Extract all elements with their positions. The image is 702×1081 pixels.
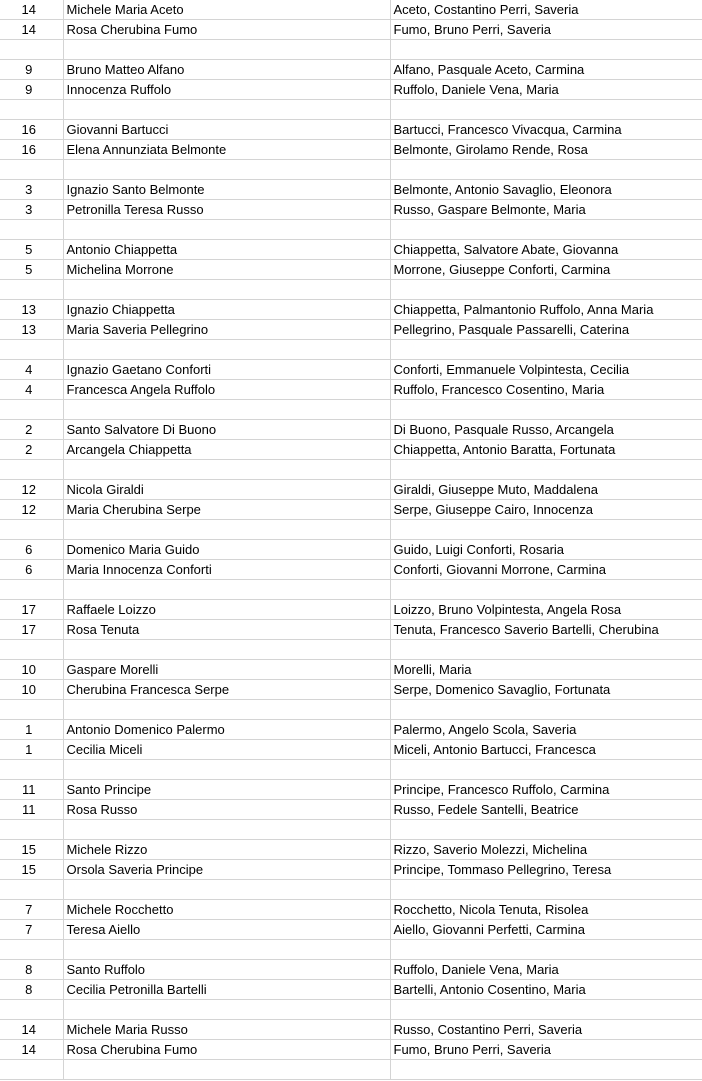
person-name-cell[interactable]: Raffaele Loizzo — [63, 600, 390, 620]
parents-cell[interactable]: Russo, Fedele Santelli, Beatrice — [390, 800, 702, 820]
table-row — [0, 780, 702, 800]
parents-cell[interactable]: Conforti, Giovanni Morrone, Carmina — [390, 560, 702, 580]
empty-cell[interactable] — [390, 520, 702, 540]
empty-cell[interactable] — [63, 340, 390, 360]
empty-cell[interactable] — [390, 880, 702, 900]
empty-cell[interactable] — [0, 460, 63, 480]
person-name-cell[interactable]: Michele Maria Russo — [63, 1020, 390, 1040]
empty-cell[interactable] — [63, 220, 390, 240]
empty-cell[interactable] — [390, 580, 702, 600]
table-row — [0, 180, 702, 200]
empty-row — [0, 1000, 702, 1020]
empty-cell[interactable] — [390, 280, 702, 300]
empty-cell[interactable] — [63, 280, 390, 300]
empty-cell[interactable] — [0, 700, 63, 720]
table-row — [0, 1020, 702, 1040]
empty-cell[interactable] — [63, 1000, 390, 1020]
row-number-cell[interactable]: 7 — [0, 900, 63, 920]
person-name-cell[interactable]: Michele Rocchetto — [63, 900, 390, 920]
person-name-cell[interactable]: Ignazio Chiappetta — [63, 300, 390, 320]
person-name-cell[interactable]: Francesca Angela Ruffolo — [63, 380, 390, 400]
empty-row — [0, 1060, 702, 1080]
table-row — [0, 600, 702, 620]
empty-cell[interactable] — [390, 160, 702, 180]
empty-cell[interactable] — [0, 640, 63, 660]
table-row — [0, 480, 702, 500]
person-name-cell[interactable]: Gaspare Morelli — [63, 660, 390, 680]
empty-row — [0, 580, 702, 600]
table-row — [0, 80, 702, 100]
person-name-cell[interactable]: Antonio Chiappetta — [63, 240, 390, 260]
empty-cell[interactable] — [0, 40, 63, 60]
empty-cell[interactable] — [390, 700, 702, 720]
empty-cell[interactable] — [63, 760, 390, 780]
table-row — [0, 560, 702, 580]
parents-cell[interactable]: Belmonte, Antonio Savaglio, Eleonora — [390, 180, 702, 200]
empty-cell[interactable] — [0, 820, 63, 840]
table-row — [0, 960, 702, 980]
empty-cell[interactable] — [0, 880, 63, 900]
empty-row — [0, 520, 702, 540]
parents-cell[interactable]: Serpe, Domenico Savaglio, Fortunata — [390, 680, 702, 700]
table-row — [0, 320, 702, 340]
row-number-cell[interactable]: 5 — [0, 260, 63, 280]
parents-cell[interactable]: Ruffolo, Francesco Cosentino, Maria — [390, 380, 702, 400]
empty-cell[interactable] — [390, 760, 702, 780]
table-row — [0, 20, 702, 40]
row-number-cell[interactable]: 12 — [0, 480, 63, 500]
table-row — [0, 840, 702, 860]
empty-cell[interactable] — [0, 1060, 63, 1080]
empty-row — [0, 340, 702, 360]
row-number-cell[interactable]: 14 — [0, 1040, 63, 1060]
empty-cell[interactable] — [63, 700, 390, 720]
person-name-cell[interactable]: Cecilia Miceli — [63, 740, 390, 760]
table-row — [0, 800, 702, 820]
row-number-cell[interactable]: 15 — [0, 860, 63, 880]
parents-cell[interactable]: Bartelli, Antonio Cosentino, Maria — [390, 980, 702, 1000]
person-name-cell[interactable]: Teresa Aiello — [63, 920, 390, 940]
row-number-cell[interactable]: 16 — [0, 140, 63, 160]
parents-cell[interactable]: Principe, Tommaso Pellegrino, Teresa — [390, 860, 702, 880]
parents-cell[interactable]: Di Buono, Pasquale Russo, Arcangela — [390, 420, 702, 440]
table-row — [0, 200, 702, 220]
person-name-cell[interactable]: Arcangela Chiappetta — [63, 440, 390, 460]
table-row — [0, 420, 702, 440]
empty-cell[interactable] — [0, 340, 63, 360]
person-name-cell[interactable]: Maria Innocenza Conforti — [63, 560, 390, 580]
row-number-cell[interactable]: 6 — [0, 540, 63, 560]
empty-cell[interactable] — [0, 220, 63, 240]
empty-cell[interactable] — [0, 160, 63, 180]
row-number-cell[interactable]: 1 — [0, 740, 63, 760]
parents-cell[interactable]: Morrone, Giuseppe Conforti, Carmina — [390, 260, 702, 280]
parents-cell[interactable]: Chiappetta, Palmantonio Ruffolo, Anna Maria — [390, 300, 702, 320]
table-row — [0, 60, 702, 80]
table-row — [0, 980, 702, 1000]
empty-cell[interactable] — [390, 40, 702, 60]
empty-row — [0, 940, 702, 960]
empty-cell[interactable] — [390, 940, 702, 960]
row-number-cell[interactable]: 2 — [0, 440, 63, 460]
empty-cell[interactable] — [63, 460, 390, 480]
parents-cell[interactable]: Alfano, Pasquale Aceto, Carmina — [390, 60, 702, 80]
row-number-cell[interactable]: 13 — [0, 300, 63, 320]
empty-row — [0, 400, 702, 420]
row-number-cell[interactable]: 5 — [0, 240, 63, 260]
empty-cell[interactable] — [390, 340, 702, 360]
row-number-cell[interactable]: 11 — [0, 800, 63, 820]
empty-row — [0, 460, 702, 480]
person-name-cell[interactable]: Cherubina Francesca Serpe — [63, 680, 390, 700]
table-row — [0, 900, 702, 920]
empty-cell[interactable] — [63, 400, 390, 420]
row-number-cell[interactable]: 16 — [0, 120, 63, 140]
empty-cell[interactable] — [0, 400, 63, 420]
parents-cell[interactable]: Loizzo, Bruno Volpintesta, Angela Rosa — [390, 600, 702, 620]
row-number-cell[interactable]: 4 — [0, 360, 63, 380]
row-number-cell[interactable]: 8 — [0, 980, 63, 1000]
row-number-cell[interactable]: 3 — [0, 200, 63, 220]
empty-cell[interactable] — [390, 820, 702, 840]
parents-cell[interactable]: Chiappetta, Antonio Baratta, Fortunata — [390, 440, 702, 460]
person-name-cell[interactable]: Antonio Domenico Palermo — [63, 720, 390, 740]
parents-cell[interactable]: Fumo, Bruno Perri, Saveria — [390, 20, 702, 40]
empty-cell[interactable] — [63, 160, 390, 180]
person-name-cell[interactable]: Innocenza Ruffolo — [63, 80, 390, 100]
empty-row — [0, 880, 702, 900]
row-number-cell[interactable]: 13 — [0, 320, 63, 340]
row-number-cell[interactable]: 4 — [0, 380, 63, 400]
table-row — [0, 540, 702, 560]
row-number-cell[interactable]: 10 — [0, 660, 63, 680]
parents-cell[interactable]: Guido, Luigi Conforti, Rosaria — [390, 540, 702, 560]
row-number-cell[interactable]: 1 — [0, 720, 63, 740]
table-row — [0, 920, 702, 940]
empty-cell[interactable] — [0, 280, 63, 300]
empty-cell[interactable] — [0, 580, 63, 600]
table-row — [0, 660, 702, 680]
person-name-cell[interactable]: Santo Ruffolo — [63, 960, 390, 980]
empty-cell[interactable] — [63, 880, 390, 900]
row-number-cell[interactable]: 17 — [0, 620, 63, 640]
empty-cell[interactable] — [63, 580, 390, 600]
person-name-cell[interactable]: Orsola Saveria Principe — [63, 860, 390, 880]
parents-cell[interactable]: Ruffolo, Daniele Vena, Maria — [390, 80, 702, 100]
table-row — [0, 360, 702, 380]
parents-cell[interactable]: Palermo, Angelo Scola, Saveria — [390, 720, 702, 740]
table-row — [0, 740, 702, 760]
parents-cell[interactable]: Miceli, Antonio Bartucci, Francesca — [390, 740, 702, 760]
parents-cell[interactable]: Aceto, Costantino Perri, Saveria — [390, 0, 702, 20]
row-number-cell[interactable]: 11 — [0, 780, 63, 800]
person-name-cell[interactable]: Maria Cherubina Serpe — [63, 500, 390, 520]
row-number-cell[interactable]: 9 — [0, 80, 63, 100]
person-name-cell[interactable]: Maria Saveria Pellegrino — [63, 320, 390, 340]
empty-cell[interactable] — [0, 1000, 63, 1020]
row-number-cell[interactable]: 3 — [0, 180, 63, 200]
parents-cell[interactable]: Chiappetta, Salvatore Abate, Giovanna — [390, 240, 702, 260]
parents-cell[interactable]: Morelli, Maria — [390, 660, 702, 680]
person-name-cell[interactable]: Cecilia Petronilla Bartelli — [63, 980, 390, 1000]
person-name-cell[interactable]: Michele Maria Aceto — [63, 0, 390, 20]
table-row — [0, 240, 702, 260]
empty-row — [0, 40, 702, 60]
row-number-cell[interactable]: 15 — [0, 840, 63, 860]
empty-row — [0, 700, 702, 720]
person-name-cell[interactable]: Rosa Cherubina Fumo — [63, 1040, 390, 1060]
parents-cell[interactable]: Rizzo, Saverio Molezzi, Michelina — [390, 840, 702, 860]
empty-cell[interactable] — [63, 820, 390, 840]
person-name-cell[interactable]: Rosa Tenuta — [63, 620, 390, 640]
person-name-cell[interactable]: Giovanni Bartucci — [63, 120, 390, 140]
empty-cell[interactable] — [63, 100, 390, 120]
parents-cell[interactable]: Rocchetto, Nicola Tenuta, Risolea — [390, 900, 702, 920]
empty-row — [0, 220, 702, 240]
parents-cell[interactable]: Belmonte, Girolamo Rende, Rosa — [390, 140, 702, 160]
table-row — [0, 1040, 702, 1060]
parents-cell[interactable]: Fumo, Bruno Perri, Saveria — [390, 1040, 702, 1060]
row-number-cell[interactable]: 12 — [0, 500, 63, 520]
table-row — [0, 440, 702, 460]
table-row — [0, 500, 702, 520]
person-name-cell[interactable]: Rosa Russo — [63, 800, 390, 820]
parents-cell[interactable]: Giraldi, Giuseppe Muto, Maddalena — [390, 480, 702, 500]
row-number-cell[interactable]: 2 — [0, 420, 63, 440]
row-number-cell[interactable]: 9 — [0, 60, 63, 80]
table-row — [0, 620, 702, 640]
person-name-cell[interactable]: Michelina Morrone — [63, 260, 390, 280]
empty-row — [0, 820, 702, 840]
empty-cell[interactable] — [390, 400, 702, 420]
empty-row — [0, 160, 702, 180]
empty-cell[interactable] — [63, 940, 390, 960]
person-name-cell[interactable]: Elena Annunziata Belmonte — [63, 140, 390, 160]
table-row — [0, 140, 702, 160]
table-row — [0, 0, 702, 20]
empty-cell[interactable] — [63, 520, 390, 540]
parents-cell[interactable]: Conforti, Emmanuele Volpintesta, Cecilia — [390, 360, 702, 380]
empty-cell[interactable] — [0, 100, 63, 120]
empty-cell[interactable] — [63, 1060, 390, 1080]
parents-cell[interactable]: Pellegrino, Pasquale Passarelli, Caterina — [390, 320, 702, 340]
person-name-cell[interactable]: Bruno Matteo Alfano — [63, 60, 390, 80]
empty-cell[interactable] — [0, 760, 63, 780]
empty-row — [0, 760, 702, 780]
parents-cell[interactable]: Principe, Francesco Ruffolo, Carmina — [390, 780, 702, 800]
table-row — [0, 720, 702, 740]
parents-cell[interactable]: Tenuta, Francesco Saverio Bartelli, Cherubina — [390, 620, 702, 640]
empty-row — [0, 100, 702, 120]
person-name-cell[interactable]: Santo Salvatore Di Buono — [63, 420, 390, 440]
person-name-cell[interactable]: Ignazio Santo Belmonte — [63, 180, 390, 200]
person-name-cell[interactable]: Michele Rizzo — [63, 840, 390, 860]
table-row — [0, 120, 702, 140]
empty-cell[interactable] — [63, 640, 390, 660]
row-number-cell[interactable]: 6 — [0, 560, 63, 580]
row-number-cell[interactable]: 8 — [0, 960, 63, 980]
parents-cell[interactable]: Ruffolo, Daniele Vena, Maria — [390, 960, 702, 980]
table-row — [0, 680, 702, 700]
table-row — [0, 380, 702, 400]
row-number-cell[interactable]: 14 — [0, 0, 63, 20]
person-name-cell[interactable]: Petronilla Teresa Russo — [63, 200, 390, 220]
empty-row — [0, 640, 702, 660]
row-number-cell[interactable]: 7 — [0, 920, 63, 940]
parents-cell[interactable]: Russo, Gaspare Belmonte, Maria — [390, 200, 702, 220]
empty-cell[interactable] — [390, 1060, 702, 1080]
person-name-cell[interactable]: Nicola Giraldi — [63, 480, 390, 500]
empty-cell[interactable] — [0, 940, 63, 960]
empty-cell[interactable] — [390, 220, 702, 240]
table-row — [0, 300, 702, 320]
parents-cell[interactable]: Russo, Costantino Perri, Saveria — [390, 1020, 702, 1040]
empty-cell[interactable] — [390, 100, 702, 120]
person-name-cell[interactable]: Domenico Maria Guido — [63, 540, 390, 560]
empty-cell[interactable] — [63, 40, 390, 60]
row-number-cell[interactable]: 14 — [0, 1020, 63, 1040]
parents-cell[interactable]: Bartucci, Francesco Vivacqua, Carmina — [390, 120, 702, 140]
row-number-cell[interactable]: 17 — [0, 600, 63, 620]
empty-cell[interactable] — [390, 1000, 702, 1020]
parents-cell[interactable]: Aiello, Giovanni Perfetti, Carmina — [390, 920, 702, 940]
empty-cell[interactable] — [0, 520, 63, 540]
person-name-cell[interactable]: Ignazio Gaetano Conforti — [63, 360, 390, 380]
row-number-cell[interactable]: 10 — [0, 680, 63, 700]
empty-row — [0, 280, 702, 300]
person-name-cell[interactable]: Santo Principe — [63, 780, 390, 800]
row-number-cell[interactable]: 14 — [0, 20, 63, 40]
empty-cell[interactable] — [390, 460, 702, 480]
person-name-cell[interactable]: Rosa Cherubina Fumo — [63, 20, 390, 40]
table-row — [0, 260, 702, 280]
empty-cell[interactable] — [390, 640, 702, 660]
table-row — [0, 860, 702, 880]
parents-cell[interactable]: Serpe, Giuseppe Cairo, Innocenza — [390, 500, 702, 520]
